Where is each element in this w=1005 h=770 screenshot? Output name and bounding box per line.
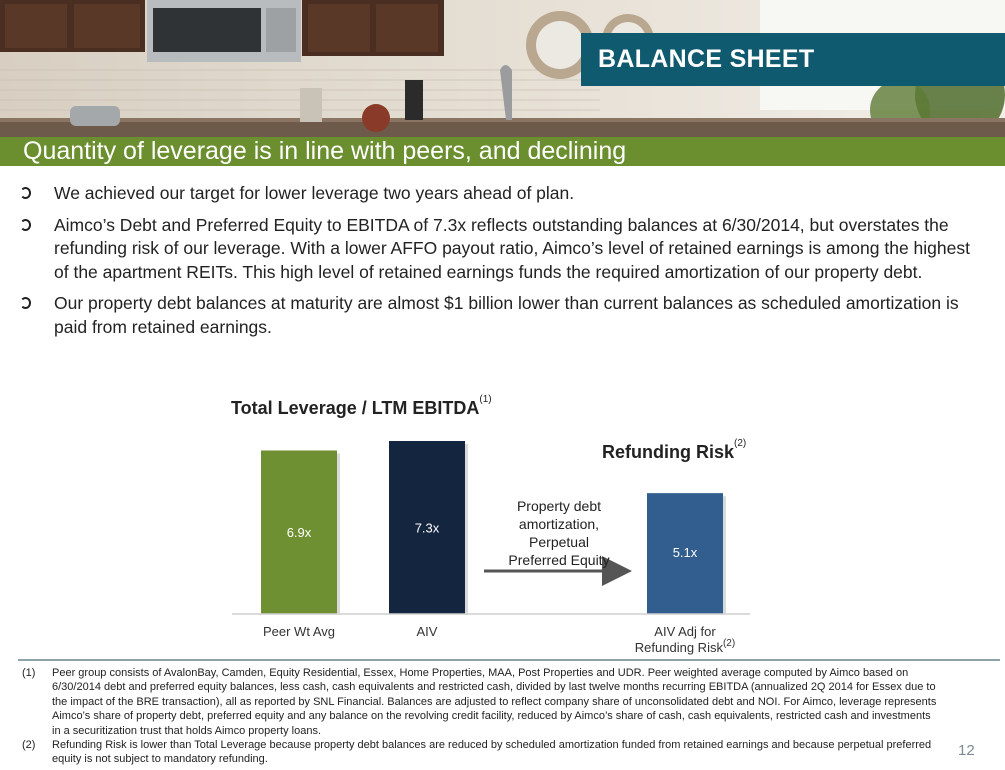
footnote-text: Refunding Risk is lower than Total Leverage because property debt balances are reduced by scheduled amortization funded from retained earnings and because perpetual preferred equity is not subject to mandatory refunding. bbox=[52, 739, 932, 766]
footnote-number: (1) bbox=[22, 667, 36, 679]
category-label-text: Peer Wt Avg bbox=[262, 624, 335, 639]
chart-title-text: Total Leverage / LTM EBITDA bbox=[231, 398, 480, 418]
category-label-note: (2) bbox=[722, 638, 736, 649]
category-label-text: Refunding Risk bbox=[634, 640, 723, 655]
arrow-annotation-line: Perpetual bbox=[529, 534, 589, 550]
footnote-2 bbox=[22, 738, 942, 767]
bullet-text: Aimco’s Debt and Preferred Equity to EBITDA of 7.3x reflects outstanding balances at 6/30/2014, but overstates the refunding risk of our leverage. With a lower AFFO payout ratio, Aimco’s level of retained earnings is among the highest of the apartment REITs. This high level of retained earnings funds the required amortization of our property debt. bbox=[54, 214, 970, 282]
category-label-aiv bbox=[368, 624, 486, 640]
arrow-annotation bbox=[484, 497, 634, 569]
bar-value-label: 7.3x bbox=[414, 520, 440, 536]
category-label-text: AIV Adj for bbox=[654, 624, 716, 639]
category-label-text: AIV bbox=[416, 624, 438, 639]
chart-title-note: (1) bbox=[479, 394, 492, 405]
slide-subtitle: Quantity of leverage is in line with peers, and declining bbox=[0, 137, 1005, 166]
arrow-annotation-line: Preferred Equity bbox=[508, 552, 610, 568]
footnote-1 bbox=[22, 666, 942, 738]
arrow-annotation-line: amortization, bbox=[518, 516, 600, 532]
section-title: BALANCE SHEET bbox=[581, 33, 1005, 86]
page-number: 12 bbox=[958, 742, 975, 759]
bullet-text: We achieved our target for lower leverage two years ahead of plan. bbox=[54, 183, 575, 203]
footnotes bbox=[22, 666, 942, 767]
arrow-annotation-line: Property debt bbox=[516, 498, 602, 514]
category-label-aiv-adj bbox=[620, 624, 750, 656]
category-label-peer bbox=[240, 624, 358, 640]
refunding-risk-title-text: Refunding Risk bbox=[602, 442, 735, 462]
footnote-text: Peer group consists of AvalonBay, Camden, Equity Residential, Essex, Home Properties, MAA, Post Properties and UDR. Peer weighted average computed by Aimco based on 6/30/2014 debt and preferred equity balances, less cash, cash equivalents and restricted cash, divided by last twelve months recurring EBITDA (annualized 2Q 2014 for Essex due to the impact of the BRE transaction), all as reported by SNL Financial. Balances are adjusted to reflect company share of unconsolidated debt and NOI. For Aimco, leverage represents Aimco’s share of property debt, preferred equity and any balance on the revolving credit facility, reduced by Aimco’s share of cash, cash equivalents, restricted cash and investments in a securitization trust that holds Aimco property loans. bbox=[52, 667, 937, 737]
refunding-risk-title-note: (2) bbox=[734, 438, 747, 449]
bar-value-label: 5.1x bbox=[672, 545, 698, 561]
footnote-number: (2) bbox=[22, 739, 36, 752]
footnote-divider bbox=[18, 659, 1000, 661]
bar-value-label: 6.9x bbox=[286, 525, 312, 541]
bullet-text: Our property debt balances at maturity are almost $1 billion lower than current balances as scheduled amortization is paid from retained earnings. bbox=[54, 293, 959, 337]
